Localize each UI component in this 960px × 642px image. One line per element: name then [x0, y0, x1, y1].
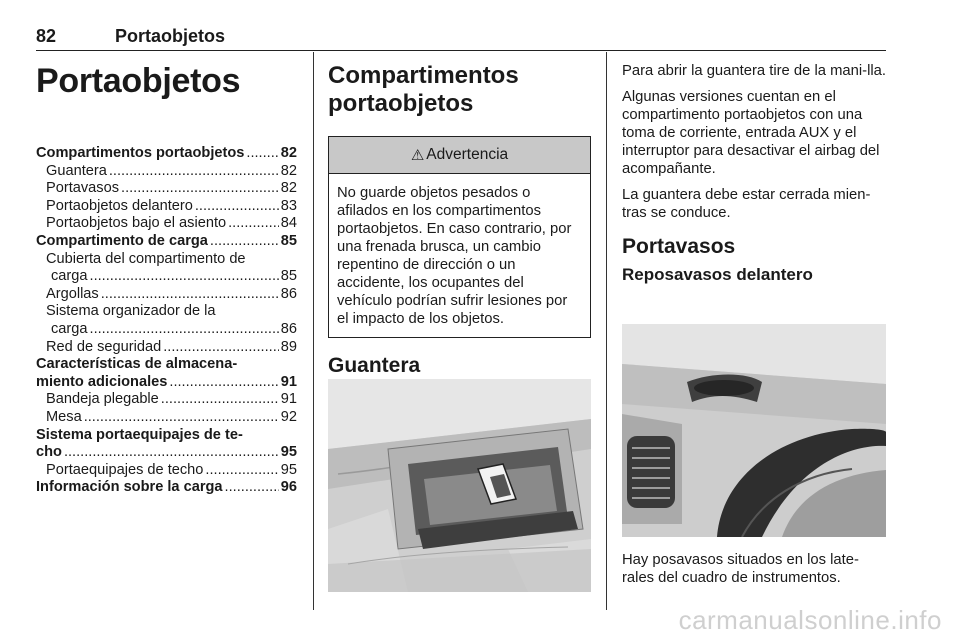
cupholder-illustration: [622, 324, 886, 537]
toc-page-number: 91: [280, 391, 297, 408]
toc-entry-label: Guantera: [46, 162, 107, 179]
toc-page-number: 85: [280, 268, 297, 285]
warning-box: [328, 136, 591, 338]
toc-entry-label: Argollas: [46, 285, 99, 302]
warning-header: [329, 137, 590, 174]
toc-page-number: 86: [280, 285, 297, 302]
toc-page-number: 82: [280, 162, 297, 179]
toc-leader-dots: [64, 444, 279, 462]
toc-entry-label: Mesa: [46, 408, 82, 425]
toc-leader-dots: [205, 462, 278, 480]
toc-entry[interactable]: [36, 409, 297, 427]
glovebox-heading: Guantera: [328, 354, 421, 377]
toc-entry-line: Cubierta del compartimento de: [46, 250, 246, 267]
cupholder-heading: Portavasos: [622, 235, 736, 258]
page-number: 82: [36, 26, 57, 46]
front-cupholder-subheading: Reposavasos delantero: [622, 265, 813, 284]
toc-page-number: 92: [280, 408, 297, 425]
toc-leader-dots: [195, 198, 279, 216]
toc-leader-dots: [101, 286, 279, 304]
toc-entry-label: Portavasos: [46, 180, 120, 197]
toc-page-number: 95: [280, 461, 297, 478]
toc-entry[interactable]: [36, 479, 297, 497]
toc-page-number: 86: [280, 320, 297, 337]
toc-entry[interactable]: [36, 462, 297, 480]
toc-leader-dots: [169, 374, 278, 392]
toc-entry-label: Red de seguridad: [46, 338, 162, 355]
toc-entry-label: carga: [51, 268, 88, 285]
toc-leader-dots: [210, 233, 279, 251]
toc-page-number: 83: [280, 197, 297, 214]
toc-entry-line: Características de almacena-: [36, 356, 238, 373]
toc-entry[interactable]: [36, 374, 297, 392]
toc-page-number: 89: [280, 338, 297, 355]
toc-entry[interactable]: [36, 180, 297, 198]
toc-page-number: 82: [280, 180, 297, 197]
toc-entry[interactable]: [36, 198, 297, 216]
toc-page-number: 91: [280, 373, 297, 390]
toc-entry-label: Portaobjetos delantero: [46, 197, 193, 214]
toc-entry[interactable]: [36, 233, 297, 251]
body-paragraph: Algunas versiones cuentan en el compartimento portaobjetos con una toma de corriente, entrada AUX y el interruptor para desactivar el airbag del acompañante.: [622, 89, 880, 177]
toc-leader-dots: [163, 339, 279, 357]
toc-entry-label: Compartimento de carga: [36, 232, 208, 249]
toc-entry[interactable]: [36, 145, 297, 163]
toc-leader-dots: [246, 145, 278, 163]
toc-entry[interactable]: [36, 339, 297, 357]
toc-entry-label: Información sobre la carga: [36, 479, 223, 496]
toc-entry[interactable]: [36, 321, 297, 339]
toc-leader-dots: [228, 215, 279, 233]
toc-entry[interactable]: [36, 286, 297, 304]
toc-leader-dots: [90, 268, 279, 286]
column-divider: [313, 52, 314, 610]
glovebox-illustration: [328, 379, 591, 592]
watermark: carmanualsonline.info: [678, 605, 942, 635]
toc-entry-label: Bandeja plegable: [46, 391, 159, 408]
table-of-contents: [36, 145, 297, 497]
toc-entry-line: Sistema organizador de la: [46, 303, 216, 320]
section-title: Compartimentos portaobjetos: [328, 62, 519, 117]
toc-entry[interactable]: [36, 163, 297, 181]
toc-leader-dots: [225, 479, 279, 497]
chapter-toc-column: [36, 62, 297, 497]
running-title: Portaobjetos: [115, 26, 226, 46]
toc-entry-label: Compartimentos portaobjetos: [36, 145, 245, 161]
toc-entry-label: Portaobjetos bajo el asiento: [46, 215, 227, 232]
toc-page-number: 84: [280, 215, 297, 232]
toc-entry-line: Sistema portaequipajes de te-: [36, 426, 243, 443]
toc-leader-dots: [161, 391, 279, 409]
toc-entry-label: carga: [51, 320, 88, 337]
toc-page-number: 85: [280, 232, 297, 249]
warning-text: No guarde objetos pesados o afilados en los compartimentos portaobjetos. En caso contrario, por una frenada brusca, un cambio repentino de dirección o un accidente, los ocupantes del vehículo podrían sufrir lesiones por el impacto de los objetos.: [337, 185, 572, 327]
toc-leader-dots: [109, 163, 279, 181]
toc-entry[interactable]: [36, 268, 297, 286]
middle-column: [328, 62, 591, 378]
toc-entry-label: miento adicionales: [36, 373, 168, 390]
toc-leader-dots: [121, 180, 279, 198]
toc-leader-dots: [90, 321, 279, 339]
cupholder-caption: Hay posavasos situados en los late-rales del cuadro de instrumentos.: [622, 552, 859, 586]
toc-page-number: 82: [280, 145, 297, 161]
chapter-title: Portaobjetos: [36, 62, 241, 100]
toc-entry-label: cho: [36, 444, 62, 461]
toc-entry[interactable]: [36, 444, 297, 462]
toc-page-number: 95: [280, 444, 297, 461]
column-divider: [606, 52, 607, 610]
body-paragraph: Para abrir la guantera tire de la mani-lla.: [622, 63, 887, 79]
toc-page-number: 96: [280, 479, 297, 496]
body-paragraph: La guantera debe estar cerrada mien-tras se conduce.: [622, 187, 871, 221]
right-column: [622, 62, 886, 284]
toc-entry-label: Portaequipajes de techo: [46, 461, 204, 478]
toc-entry[interactable]: [36, 215, 297, 233]
warning-icon: ⚠: [410, 147, 425, 164]
toc-leader-dots: [84, 409, 279, 427]
page-header: [36, 26, 886, 51]
toc-entry[interactable]: [36, 391, 297, 409]
warning-title: Advertencia: [426, 146, 509, 163]
